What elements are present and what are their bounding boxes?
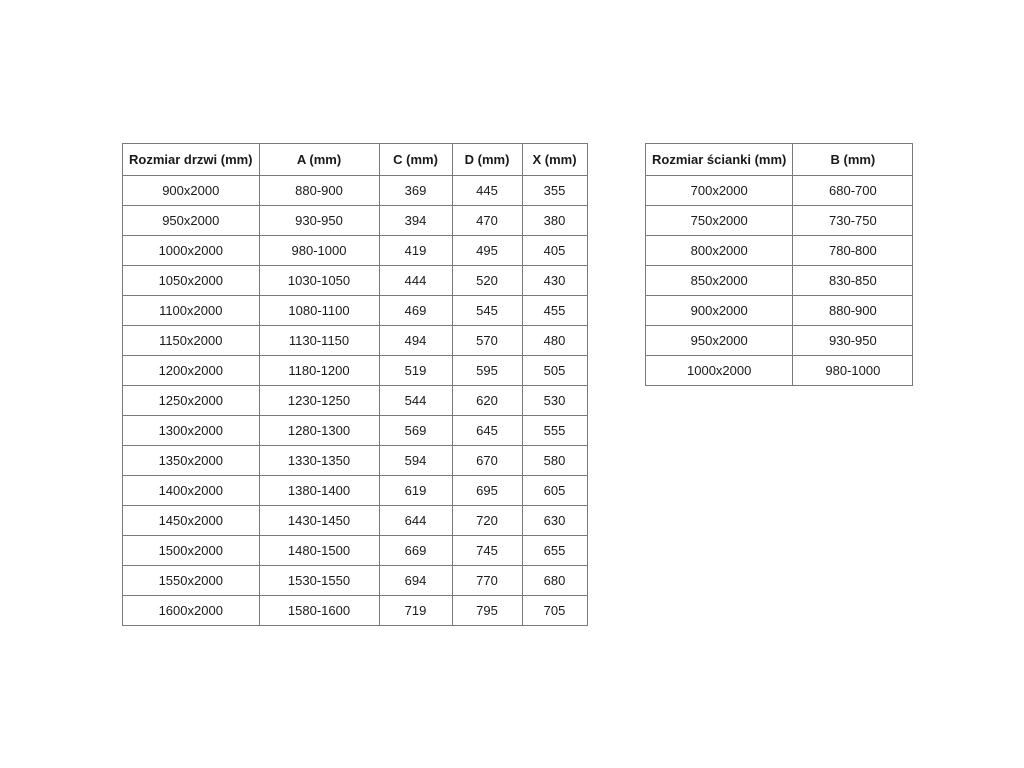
table-cell: 455 <box>522 296 587 326</box>
table-cell: 930-950 <box>793 326 913 356</box>
table-cell: 570 <box>452 326 522 356</box>
table-cell: 800x2000 <box>646 236 793 266</box>
table-cell: 1000x2000 <box>646 356 793 386</box>
table-cell: 1300x2000 <box>123 416 260 446</box>
table-cell: 680 <box>522 566 587 596</box>
table-cell: 670 <box>452 446 522 476</box>
table-cell: 369 <box>379 176 452 206</box>
table-cell: 445 <box>452 176 522 206</box>
table-cell: 380 <box>522 206 587 236</box>
table-cell: 430 <box>522 266 587 296</box>
column-header: D (mm) <box>452 144 522 176</box>
table-cell: 730-750 <box>793 206 913 236</box>
table-cell: 700x2000 <box>646 176 793 206</box>
table-cell: 1330-1350 <box>259 446 379 476</box>
table-row <box>123 176 588 206</box>
table-cell: 980-1000 <box>793 356 913 386</box>
table-row <box>123 206 588 236</box>
table-cell: 505 <box>522 356 587 386</box>
table-cell: 850x2000 <box>646 266 793 296</box>
table-row <box>123 506 588 536</box>
table-cell: 394 <box>379 206 452 236</box>
table-cell: 530 <box>522 386 587 416</box>
table-cell: 1550x2000 <box>123 566 260 596</box>
table-cell: 1050x2000 <box>123 266 260 296</box>
header-row <box>646 144 913 176</box>
column-header: A (mm) <box>259 144 379 176</box>
table-row <box>123 566 588 596</box>
table-cell: 1350x2000 <box>123 446 260 476</box>
table-row <box>123 386 588 416</box>
table-row <box>123 236 588 266</box>
table-cell: 680-700 <box>793 176 913 206</box>
table-cell: 470 <box>452 206 522 236</box>
table-cell: 620 <box>452 386 522 416</box>
table-row <box>123 596 588 626</box>
table-row <box>123 476 588 506</box>
table-row <box>646 356 913 386</box>
table-cell: 444 <box>379 266 452 296</box>
table-cell: 1080-1100 <box>259 296 379 326</box>
table-cell: 719 <box>379 596 452 626</box>
table-cell: 630 <box>522 506 587 536</box>
table-cell: 950x2000 <box>123 206 260 236</box>
table-row <box>123 416 588 446</box>
table-cell: 1030-1050 <box>259 266 379 296</box>
table-cell: 645 <box>452 416 522 446</box>
table-cell: 1500x2000 <box>123 536 260 566</box>
table-cell: 495 <box>452 236 522 266</box>
column-header: Rozmiar ścianki (mm) <box>646 144 793 176</box>
table-cell: 1530-1550 <box>259 566 379 596</box>
table-row <box>646 296 913 326</box>
table-cell: 619 <box>379 476 452 506</box>
table-cell: 1400x2000 <box>123 476 260 506</box>
table-cell: 1000x2000 <box>123 236 260 266</box>
table-row <box>646 236 913 266</box>
table-cell: 795 <box>452 596 522 626</box>
table-row <box>646 176 913 206</box>
table-cell: 1600x2000 <box>123 596 260 626</box>
table-cell: 1580-1600 <box>259 596 379 626</box>
table-cell: 469 <box>379 296 452 326</box>
table-cell: 569 <box>379 416 452 446</box>
table-cell: 594 <box>379 446 452 476</box>
table-row <box>123 326 588 356</box>
column-header: X (mm) <box>522 144 587 176</box>
table-cell: 705 <box>522 596 587 626</box>
table-cell: 880-900 <box>259 176 379 206</box>
door-size-table <box>122 143 588 626</box>
table-cell: 544 <box>379 386 452 416</box>
table-cell: 520 <box>452 266 522 296</box>
table-cell: 695 <box>452 476 522 506</box>
table-cell: 930-950 <box>259 206 379 236</box>
table-cell: 1480-1500 <box>259 536 379 566</box>
table-cell: 720 <box>452 506 522 536</box>
table-row <box>123 446 588 476</box>
table-cell: 655 <box>522 536 587 566</box>
table-cell: 1450x2000 <box>123 506 260 536</box>
table-row <box>646 266 913 296</box>
table-cell: 605 <box>522 476 587 506</box>
table-row <box>123 296 588 326</box>
table-cell: 1100x2000 <box>123 296 260 326</box>
table-cell: 555 <box>522 416 587 446</box>
table-cell: 595 <box>452 356 522 386</box>
table-cell: 694 <box>379 566 452 596</box>
table-cell: 669 <box>379 536 452 566</box>
table-cell: 745 <box>452 536 522 566</box>
column-header: Rozmiar drzwi (mm) <box>123 144 260 176</box>
table-row <box>646 206 913 236</box>
table-cell: 1280-1300 <box>259 416 379 446</box>
table-cell: 900x2000 <box>123 176 260 206</box>
table-cell: 1130-1150 <box>259 326 379 356</box>
table-cell: 494 <box>379 326 452 356</box>
table-cell: 545 <box>452 296 522 326</box>
column-header: C (mm) <box>379 144 452 176</box>
table-row <box>123 536 588 566</box>
table-row <box>646 326 913 356</box>
table-cell: 405 <box>522 236 587 266</box>
table-cell: 980-1000 <box>259 236 379 266</box>
header-row <box>123 144 588 176</box>
table-row <box>123 356 588 386</box>
table-cell: 750x2000 <box>646 206 793 236</box>
table-cell: 519 <box>379 356 452 386</box>
table-cell: 1150x2000 <box>123 326 260 356</box>
table-cell: 880-900 <box>793 296 913 326</box>
table-cell: 580 <box>522 446 587 476</box>
table-cell: 1250x2000 <box>123 386 260 416</box>
wall-size-table <box>645 143 913 386</box>
table-cell: 644 <box>379 506 452 536</box>
table-cell: 419 <box>379 236 452 266</box>
table-cell: 480 <box>522 326 587 356</box>
table-cell: 950x2000 <box>646 326 793 356</box>
table-cell: 355 <box>522 176 587 206</box>
table-row <box>123 266 588 296</box>
table-cell: 900x2000 <box>646 296 793 326</box>
table-cell: 1230-1250 <box>259 386 379 416</box>
table-cell: 1200x2000 <box>123 356 260 386</box>
column-header: B (mm) <box>793 144 913 176</box>
table-cell: 830-850 <box>793 266 913 296</box>
table-cell: 1380-1400 <box>259 476 379 506</box>
table-cell: 1430-1450 <box>259 506 379 536</box>
table-cell: 780-800 <box>793 236 913 266</box>
table-cell: 770 <box>452 566 522 596</box>
table-cell: 1180-1200 <box>259 356 379 386</box>
